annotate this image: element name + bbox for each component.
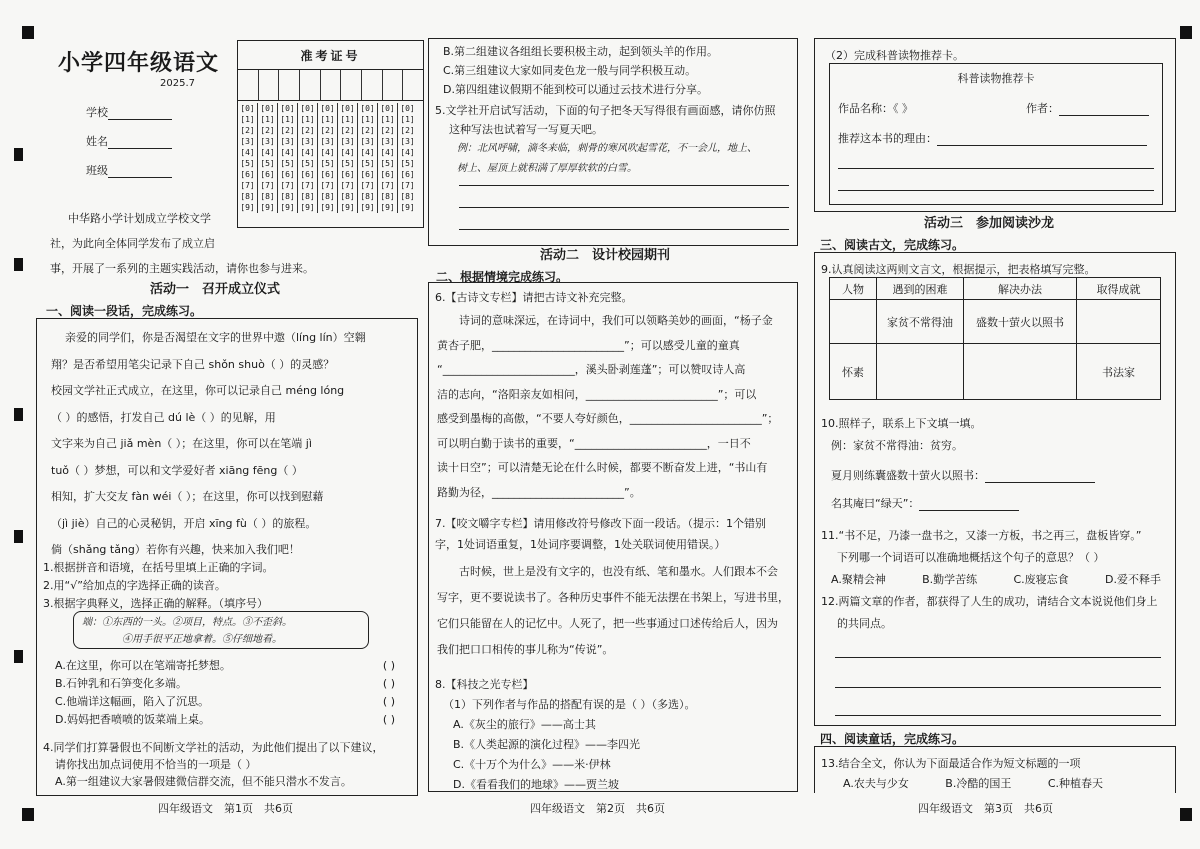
question-11: 11.“书不足，乃漆一盘书之，又漆一方板，书之再三，盘板皆穿。” 下列哪一个词语可以准确地概括这个句子的意思？（ ） bbox=[821, 529, 1142, 564]
table-header: 解决办法 bbox=[964, 278, 1077, 300]
digit-bubble[interactable]: [6] bbox=[258, 169, 278, 180]
digit-bubble[interactable]: [8] bbox=[258, 191, 278, 202]
digit-bubble[interactable]: [0] bbox=[358, 103, 378, 114]
digit-bubble[interactable]: [2] bbox=[258, 125, 278, 136]
answer-line[interactable] bbox=[838, 168, 1154, 169]
question-10-a[interactable]: 夏月则练囊盛数十萤火以照书： bbox=[831, 467, 1095, 483]
section-3-heading: 三、阅读古文，完成练习。 bbox=[820, 238, 965, 252]
page-3-footer: 四年级语文 第3页 共6页 bbox=[918, 802, 1053, 815]
table-cell[interactable] bbox=[877, 344, 964, 400]
digit-bubble[interactable]: [7] bbox=[358, 180, 378, 191]
exam-title: 小学四年级语文 bbox=[58, 51, 220, 76]
answer-line[interactable] bbox=[835, 715, 1161, 716]
table-cell[interactable] bbox=[964, 344, 1077, 400]
table-cell[interactable] bbox=[830, 300, 877, 344]
question-7-passage: 古时候，世上是没有文字的，也没有纸、笔和墨水。人们跟本不会 写字，更不要说读书了。各种历史事件不能无法摆在书架上，写进书里， 它们只能留在人的记忆中。人死了，把一些事通过口述传给后人，因为 我们把口口相传的事儿称为“传说”。 bbox=[437, 565, 789, 656]
answer-line[interactable] bbox=[835, 687, 1161, 688]
digit-bubble[interactable]: [0] bbox=[398, 103, 418, 114]
answer-paren[interactable]: ( ) bbox=[382, 659, 395, 672]
digit-bubble[interactable]: [5] bbox=[240, 159, 255, 168]
digit-bubble[interactable]: [4] bbox=[298, 147, 318, 158]
digit-bubble[interactable]: [5] bbox=[318, 158, 338, 169]
digit-bubble[interactable]: [9] bbox=[278, 202, 298, 213]
field-label: 班级 bbox=[86, 164, 108, 177]
exam-date: 2025.7 bbox=[160, 78, 195, 89]
digit-bubble[interactable]: [9] bbox=[358, 202, 378, 213]
digit-bubble[interactable]: [7] bbox=[240, 181, 255, 190]
digit-bubble[interactable]: [0] bbox=[278, 103, 298, 114]
digit-bubble[interactable]: [2] bbox=[338, 125, 358, 136]
question-10: 10.照样子，联系上下文填一填。 例：家贫不常得油：贫穷。 bbox=[821, 417, 982, 452]
digit-bubble[interactable]: [7] bbox=[318, 180, 338, 191]
question-11-options: A.聚精会神 B.勤学苦练 C.废寝忘食 D.爱不释手 bbox=[831, 573, 1161, 586]
answer-line[interactable] bbox=[838, 190, 1154, 191]
digit-bubble[interactable]: [3] bbox=[278, 136, 298, 147]
digit-bubble[interactable]: [7] bbox=[378, 180, 398, 191]
question-7: 7.【咬文嚼字专栏】请用修改符号修改下面一段话。（提示：1个错别 字，1处词语重复，1处词序要调整，1处关联词使用错误。） bbox=[435, 517, 766, 551]
poem-fill-text: 诗词的意味深远，在诗词中，我们可以领略美妙的画面，“杨子金 黄杏子肥，________________________”；可以感受儿童的童真 “________________________，溪头卧剥莲蓬”；可以赞叹诗人高 洁的志向，“洛阳亲友如相问，________________________”；可以 感受到墨梅的高傲，“不要人夸好颜色，________________________”； 可以明白勤于读书的重要，“________________________，一日不 读十日空”；可以清楚无论在什么时候，都要不断奋发上进，“书山有 路勤为径，________________________”。 bbox=[437, 314, 779, 499]
page-3 bbox=[810, 0, 1200, 849]
table-cell: 盛数十萤火以照书 bbox=[964, 300, 1077, 344]
activity-3-heading: 活动三 参加阅读沙龙 bbox=[924, 216, 1055, 231]
digit-bubble[interactable]: [6] bbox=[378, 169, 398, 180]
digit-bubble[interactable]: [0] bbox=[258, 103, 278, 114]
digit-bubble[interactable]: [4] bbox=[240, 148, 255, 157]
digit-bubble[interactable]: [3] bbox=[338, 136, 358, 147]
example-text: 例：北风呼啸，滴冬来临，刺骨的寒风吹起雪花，不一会儿，地上、 树上、屋顶上就积满了厚厚软软的白雪。 bbox=[457, 143, 757, 174]
field-label: 学校 bbox=[86, 106, 108, 119]
digit-bubble[interactable]: [5] bbox=[278, 158, 298, 169]
card-reason-field[interactable]: 推荐这本书的理由： bbox=[838, 130, 1147, 146]
digit-bubble[interactable]: [7] bbox=[338, 180, 358, 191]
digit-bubble[interactable]: [1] bbox=[258, 114, 278, 125]
card-title: 科普读物推荐卡 bbox=[957, 72, 1035, 85]
page-3-top-box bbox=[814, 38, 1176, 212]
digit-bubble[interactable]: [4] bbox=[278, 147, 298, 158]
question-8: 8.【科技之光专栏】 （1）下列作者与作品的搭配有误的是（ ）（多选）。 A.《灰尘的旅行》——高士其 B.《人类起源的演化过程》——李四光 C.《十万个为什么》——米·伊林 D.《看看我们的地球》——贾兰坡 bbox=[435, 678, 696, 791]
digit-bubble[interactable]: [2] bbox=[318, 125, 338, 136]
digit-bubble[interactable]: [5] bbox=[358, 158, 378, 169]
question-6: 6.【古诗文专栏】请把古诗文补充完整。 bbox=[435, 291, 633, 304]
table-cell: 家贫不常得油 bbox=[877, 300, 964, 344]
section-2-heading: 二、根据情境完成练习。 bbox=[436, 270, 569, 284]
section-4-heading: 四、阅读童话，完成练习。 bbox=[820, 732, 965, 746]
digit-bubble[interactable]: [7] bbox=[398, 180, 418, 191]
digit-bubble[interactable]: [4] bbox=[258, 147, 278, 158]
digit-bubble[interactable]: [4] bbox=[358, 147, 378, 158]
card-work-name[interactable]: 作品名称：《 》 bbox=[838, 102, 913, 115]
student-field-school[interactable] bbox=[86, 104, 172, 120]
digit-bubble[interactable]: [6] bbox=[338, 169, 358, 180]
field-label: 姓名 bbox=[86, 135, 108, 148]
question-13: 13.结合全文，你认为下面最适合作为短文标题的一项 bbox=[821, 757, 1081, 770]
page-2-footer: 四年级语文 第2页 共6页 bbox=[530, 802, 665, 815]
question-4: 4.同学们打算暑假也不间断文学社的活动，为此他们提出了以下建议， 请你找出加点词使用不恰当的一项是（ ） A.第一组建议大家暑假建微信群交流，但不能只潜水不发言。 bbox=[43, 741, 384, 788]
question-3-options: A.在这里，你可以在笔端寄托梦想。 ( ) B.石钟乳和石笋变化多端。 ( ) C.他端详这幅画，陷入了沉思。 ( ) D.妈妈把香喷喷的饭菜端上桌。 ( ) bbox=[55, 657, 395, 729]
digit-bubble[interactable]: [9] bbox=[298, 202, 318, 213]
page-3-bottom-box bbox=[814, 746, 1176, 793]
question-4-options: B.第二组建议各组组长要积极主动，起到领头羊的作用。 C.第三组建议大家如同麦色龙一般与同学积极互动。 D.第四组建议假期不能到校可以通过云技术进行分享。 bbox=[443, 45, 719, 96]
student-field-class[interactable] bbox=[86, 162, 172, 178]
digit-bubble[interactable]: [2] bbox=[240, 126, 255, 135]
answer-paren[interactable]: ( ) bbox=[382, 695, 395, 708]
intro-text: 中华路小学计划成立学校文学 社，为此向全体同学发布了成立启 事，开展了一系列的主题实践活动，请你也参与进来。 bbox=[50, 212, 314, 275]
dictionary-box: 端：①东西的一头。②项目，特点。③不歪斜。 ④用手很平正地拿着。⑤仔细地看。 bbox=[73, 611, 369, 649]
digit-bubble[interactable]: [6] bbox=[298, 169, 318, 180]
digit-bubble[interactable]: [5] bbox=[378, 158, 398, 169]
digit-bubble[interactable]: [3] bbox=[258, 136, 278, 147]
digit-bubble[interactable]: [4] bbox=[378, 147, 398, 158]
digit-bubble[interactable]: [8] bbox=[318, 191, 338, 202]
exam-id-grid bbox=[237, 40, 424, 228]
digit-bubble[interactable]: [4] bbox=[398, 147, 418, 158]
digit-bubble[interactable]: [6] bbox=[240, 170, 255, 179]
digit-bubble[interactable]: [7] bbox=[298, 180, 318, 191]
table-header: 遇到的困难 bbox=[877, 278, 964, 300]
table-cell[interactable] bbox=[1077, 300, 1161, 344]
digit-bubble[interactable]: [2] bbox=[278, 125, 298, 136]
table-header: 取得成就 bbox=[1077, 278, 1161, 300]
digit-bubble[interactable]: [3] bbox=[358, 136, 378, 147]
digit-bubble[interactable]: [0] bbox=[298, 103, 318, 114]
digit-bubble[interactable]: [4] bbox=[338, 147, 358, 158]
digit-bubble[interactable]: [8] bbox=[398, 191, 418, 202]
page-1-footer: 四年级语文 第1页 共6页 bbox=[158, 802, 293, 815]
answer-line[interactable] bbox=[459, 229, 789, 230]
table-cell: 书法家 bbox=[1077, 344, 1161, 400]
activity-1-heading: 活动一 召开成立仪式 bbox=[150, 282, 281, 297]
answer-paren[interactable]: ( ) bbox=[382, 713, 395, 726]
digit-bubble[interactable]: [5] bbox=[398, 158, 418, 169]
answer-line[interactable] bbox=[459, 207, 789, 208]
digit-bubble[interactable]: [2] bbox=[358, 125, 378, 136]
digit-bubble[interactable]: [9] bbox=[378, 202, 398, 213]
digit-bubble[interactable]: [1] bbox=[358, 114, 378, 125]
digit-bubble[interactable]: [7] bbox=[258, 180, 278, 191]
digit-bubble[interactable]: [9] bbox=[318, 202, 338, 213]
answer-paren[interactable]: ( ) bbox=[382, 677, 395, 690]
digit-bubble[interactable]: [4] bbox=[318, 147, 338, 158]
digit-bubble[interactable]: [3] bbox=[398, 136, 418, 147]
digit-bubble[interactable]: [5] bbox=[258, 158, 278, 169]
student-field-name[interactable] bbox=[86, 133, 172, 149]
question-1: 1.根据拼音和语境，在括号里填上正确的字词。 bbox=[43, 561, 274, 574]
digit-bubble[interactable]: [1] bbox=[240, 115, 255, 124]
digit-bubble[interactable]: [9] bbox=[398, 202, 418, 213]
digit-bubble[interactable]: [8] bbox=[358, 191, 378, 202]
table-cell: 怀素 bbox=[830, 344, 877, 400]
digit-bubble[interactable]: [6] bbox=[318, 169, 338, 180]
page-2-top-box bbox=[428, 38, 798, 246]
digit-bubble[interactable]: [1] bbox=[298, 114, 318, 125]
digit-bubble[interactable]: [3] bbox=[298, 136, 318, 147]
answer-line[interactable] bbox=[459, 185, 789, 186]
digit-bubble[interactable]: [1] bbox=[338, 114, 358, 125]
digit-bubble[interactable]: [8] bbox=[378, 191, 398, 202]
question-3: 3.根据字典释义，选择正确的解释。（填序号） bbox=[43, 597, 268, 610]
answer-line[interactable] bbox=[835, 657, 1161, 658]
digit-bubble[interactable]: [9] bbox=[240, 203, 255, 212]
digit-bubble[interactable]: [9] bbox=[338, 202, 358, 213]
table-header: 人物 bbox=[830, 278, 877, 300]
digit-bubble[interactable]: [9] bbox=[258, 202, 278, 213]
digit-bubble[interactable]: [3] bbox=[240, 137, 255, 146]
activity-2-heading: 活动二 设计校园期刊 bbox=[540, 248, 671, 263]
digit-bubble[interactable]: [8] bbox=[278, 191, 298, 202]
digit-bubble[interactable]: [3] bbox=[378, 136, 398, 147]
question-12: 12.两篇文章的作者，都获得了人生的成功，请结合文本说说他们身上 的共同点。 bbox=[821, 595, 1158, 630]
page-2-main-box bbox=[428, 282, 798, 792]
digit-bubble[interactable]: [1] bbox=[398, 114, 418, 125]
page-2 bbox=[420, 0, 810, 849]
section-1-heading: 一、阅读一段话，完成练习。 bbox=[46, 304, 203, 318]
digit-bubble[interactable]: [0] bbox=[338, 103, 358, 114]
digit-bubble[interactable]: [1] bbox=[318, 114, 338, 125]
bubble-grid[interactable] bbox=[238, 103, 417, 213]
digit-bubble[interactable]: [1] bbox=[378, 114, 398, 125]
question-5: 5.文学社开启试写活动，下面的句子把冬天写得很有画面感，请你仿照 这种写法也试着写一写夏天吧。 bbox=[435, 104, 776, 136]
digit-bubble[interactable]: [1] bbox=[278, 114, 298, 125]
digit-bubble[interactable]: [5] bbox=[338, 158, 358, 169]
digit-bubble[interactable]: [0] bbox=[378, 103, 398, 114]
digit-bubble[interactable]: [2] bbox=[298, 125, 318, 136]
digit-bubble[interactable]: [5] bbox=[298, 158, 318, 169]
digit-bubble[interactable]: [8] bbox=[338, 191, 358, 202]
question-2: 2.用“√”给加点的字选择正确的读音。 bbox=[43, 579, 226, 592]
exam-id-label: 准考证号 bbox=[238, 41, 423, 70]
page-1 bbox=[0, 0, 420, 849]
card-author-field[interactable]: 作者： bbox=[1026, 100, 1149, 116]
digit-bubble[interactable]: [0] bbox=[240, 104, 255, 113]
digit-bubble[interactable]: [7] bbox=[278, 180, 298, 191]
reading-table bbox=[829, 277, 1161, 400]
recommendation-card bbox=[829, 63, 1163, 205]
digit-bubble[interactable]: [6] bbox=[398, 169, 418, 180]
digit-bubble[interactable]: [6] bbox=[278, 169, 298, 180]
digit-bubble[interactable]: [6] bbox=[358, 169, 378, 180]
question-8-part-2: （2）完成科普读物推荐卡。 bbox=[825, 49, 964, 62]
digit-bubble[interactable]: [0] bbox=[318, 103, 338, 114]
digit-bubble[interactable]: [8] bbox=[240, 192, 255, 201]
digit-bubble[interactable]: [3] bbox=[318, 136, 338, 147]
digit-bubble[interactable]: [2] bbox=[378, 125, 398, 136]
passage-box bbox=[36, 318, 418, 796]
passage: 亲爱的同学们，你是否渴望在文字的世界中遨（líng lín）空翱 翔？是否希望用笔尖记录下自己 shǒn shuò（ ）的灵感？ 校园文学社正式成立，在这里，你可以记录自己 méng lóng （ ）的感悟，打发自己 dú lè（ ）的见解，用 文字来为自己 jiǎ mèn（ ）；在这里，你可以在笔端 jì tuǒ（ ）梦想，可以和文学爱好者 xiāng fēng（ ） 相知，扩大交友 fàn wéi（ ）；在这里，你可以找到慰藉 （jì jiè）自己的心灵秘钥，开启 xīng fù（ ）的旅程。 倘（shǎng tǎng）若你有兴趣，快来加入我们吧！ bbox=[51, 331, 366, 556]
question-10-b[interactable]: 名其庵曰“绿天”： bbox=[831, 495, 1019, 511]
page-3-main-box bbox=[814, 252, 1176, 726]
question-13-options: A.农夫与少女 B.冷酷的国王 C.种植春天 bbox=[843, 777, 1103, 790]
digit-bubble[interactable]: [2] bbox=[398, 125, 418, 136]
question-9: 9.认真阅读这两则文言文，根据提示，把表格填写完整。 bbox=[821, 263, 1096, 276]
digit-bubble[interactable]: [8] bbox=[298, 191, 318, 202]
